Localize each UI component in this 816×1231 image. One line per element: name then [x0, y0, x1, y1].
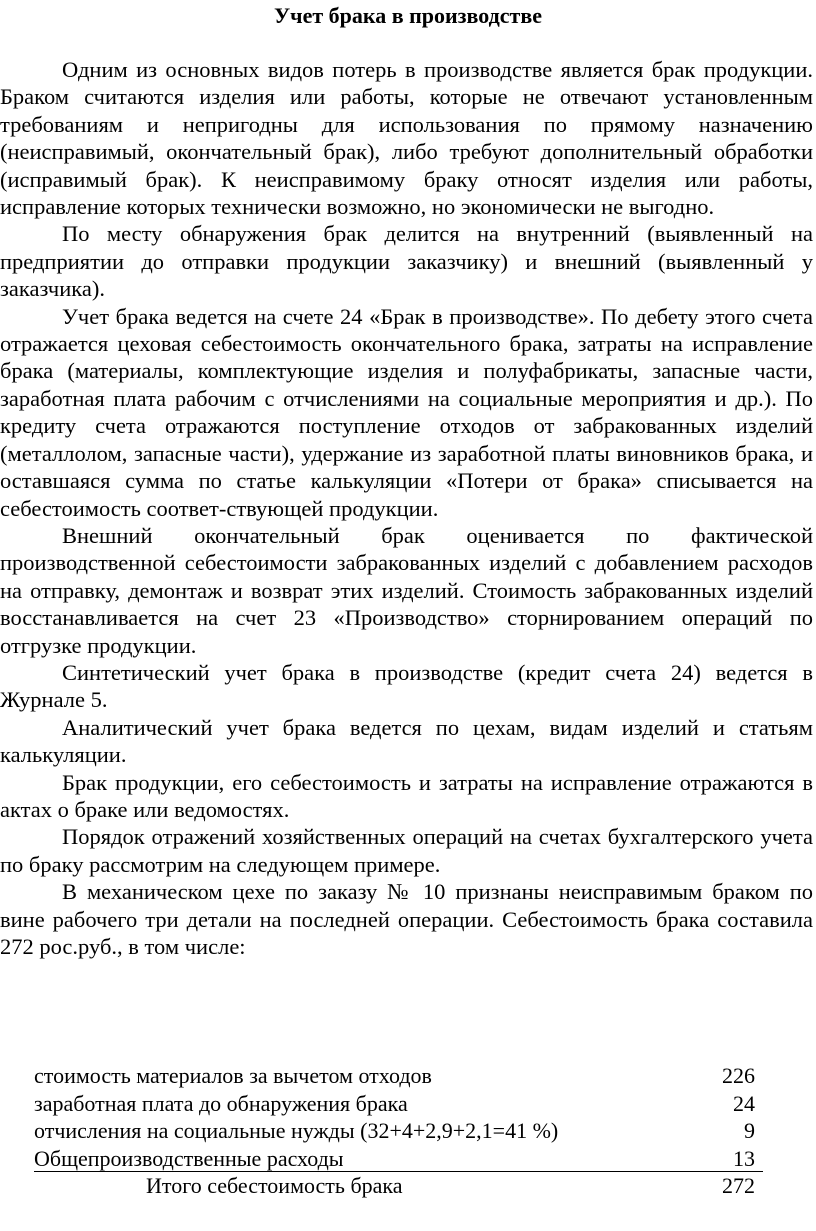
row-value: 13 [733, 1145, 755, 1171]
paragraph: Брак продукции, его себестоимость и затраты на исправление отражаются в актах о браке или ведомостях. [0, 769, 813, 822]
paragraph: В механическом цехе по заказу № 10 признаны неисправимым браком по вине рабочего три детали на последней операции. Себестоимость брака составила 272 рос.руб., в том числе: [0, 879, 813, 959]
paragraph: Порядок отражений хозяйственных операций на счетах бухгалтерского учета по браку рассмотрим на следующем примере. [0, 824, 813, 877]
paragraph: Внешний окончательный брак оценивается по фактической производственной себестоимости забракованных изделий с добавлением расходов на отправку, демонтаж и возврат этих изделий. Стоимость забракованных изделий восстанавливается на счет 23 «Производство» сторнированием операций по отгрузке продукции. [0, 522, 813, 658]
cost-table [34, 1062, 763, 1200]
paragraph: Синтетический учет брака в производстве (кредит счета 24) ведется в Журнале 5. [0, 659, 813, 713]
row-label: Общепроизводственные расходы [34, 1145, 344, 1171]
total-value: 272 [722, 1173, 755, 1199]
page-title: Учет брака в производстве [274, 3, 542, 28]
table-row [34, 1145, 763, 1173]
table-row [34, 1117, 763, 1145]
paragraph: Одним из основных видов потерь в производстве является брак продукции. Браком считаются изделия или работы, которые не отвечают установленным требованиям и непригодны для использования по прямому назначению (неисправимый, окончательный брак), либо требуют дополнительный обработки (исправимый брак). К неисправимому браку относят изделия или работы, исправление которых технически возможно, но экономически не выгодно. [0, 57, 813, 220]
row-value: 24 [733, 1090, 755, 1116]
row-value: 226 [722, 1063, 755, 1088]
document-body [0, 56, 813, 960]
paragraph: По месту обнаружения брак делится на внутренний (выявленный на предприятии до отправки продукции заказчику) и внешний (выявленный у заказчика). [0, 221, 813, 302]
row-label: отчисления на социальные нужды (32+4+2,9+2,1=41 %) [34, 1118, 559, 1144]
row-label: стоимость материалов за вычетом отходов [34, 1063, 432, 1088]
table-row [34, 1090, 763, 1118]
row-label: заработная плата до обнаружения брака [34, 1090, 408, 1116]
total-label: Итого себестоимость брака [146, 1173, 403, 1199]
total-row [34, 1172, 763, 1200]
table-row [34, 1062, 763, 1090]
row-value: 9 [744, 1118, 755, 1144]
paragraph: Аналитический учет брака ведется по цехам, видам изделий и статьям калькуляции. [0, 714, 813, 768]
paragraph: Учет брака ведется на счете 24 «Брак в производстве». По дебету этого счета отражается цеховая себестоимость окончательного брака, затраты на исправление брака (материалы, комплектующие изделия и полуфабрикаты, запасные части, заработная плата рабочим с отчислениями на социальные мероприятия и др.). По кредиту счета отражаются поступление отходов от забракованных изделий (металлолом, запасные части), удержание из заработной платы виновников брака, и оставшаяся сумма по статье калькуляции «Потери от брака» списывается на себестоимость соответ-ствующей продукции. [0, 303, 813, 521]
